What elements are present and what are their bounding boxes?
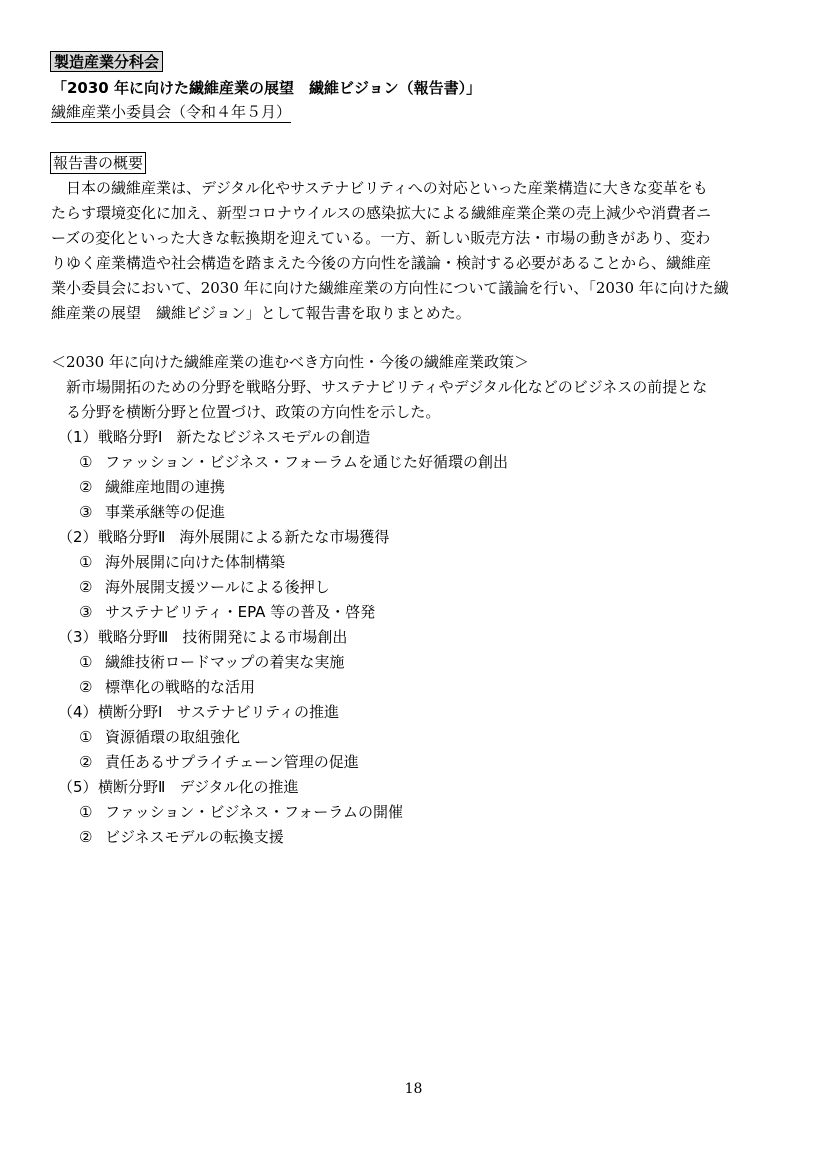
category-number: （4） [58, 703, 98, 721]
report-title: 「2030 年に向けた繊維産業の展望 繊維ビジョン（報告書）」 [52, 79, 482, 97]
policy-item [58, 675, 778, 700]
policy-item [58, 550, 778, 575]
policy-intro-line: 新市場開拓のための分野を戦略分野、サステナビリティやデジタル化などのビジネスの前提とな [66, 378, 708, 396]
category-title: デジタル化の推進 [179, 778, 299, 796]
page-number: 18 [404, 1081, 423, 1097]
category-name: 戦略分野Ⅰ [98, 428, 163, 446]
category-title: 海外展開による新たな市場獲得 [179, 528, 390, 546]
policy-category [58, 775, 778, 800]
summary-line: たらす環境変化に加え、新型コロナウイルスの感染拡大による繊維産業企業の売上減少や消費者ニ [51, 204, 712, 222]
summary-line: ーズの変化といった大きな転換期を迎えている。一方、新しい販売方法・市場の動きがあり、変わ [51, 229, 711, 247]
item-text: 繊維産地間の連携 [105, 478, 226, 496]
policy-item [58, 650, 778, 675]
item-marker: ① [79, 553, 93, 571]
item-text: 標準化の戦略的な活用 [105, 678, 256, 696]
item-text: ファッション・ビジネス・フォーラムを通じた好循環の創出 [105, 453, 509, 471]
summary-line: 業小委員会において、2030 年に向けた繊維産業の方向性について議論を行い、「2030 年に向けた繊 [51, 279, 729, 297]
policy-item [58, 600, 778, 625]
category-title: サステナビリティの推進 [176, 703, 340, 721]
policy-item [58, 725, 778, 750]
category-name: 戦略分野Ⅲ [98, 628, 169, 646]
item-text: ファッション・ビジネス・フォーラムの開催 [105, 803, 404, 821]
item-text: 資源循環の取組強化 [105, 728, 241, 746]
policy-intro [66, 375, 781, 425]
policy-item [58, 750, 778, 775]
item-marker: ① [79, 653, 93, 671]
policy-item [58, 575, 778, 600]
item-text: 責任あるサプライチェーン管理の促進 [105, 753, 359, 771]
summary-line: 維産業の展望 繊維ビジョン」として報告書を取りまとめた。 [51, 304, 471, 322]
item-text: 繊維技術ロードマップの着実な実施 [105, 653, 345, 671]
policy-intro-line: る分野を横断分野と位置づけ、政策の方向性を示した。 [66, 403, 441, 421]
committee-name: 繊維産業小委員会（令和４年５月） [51, 103, 292, 121]
category-title: 新たなビジネスモデルの創造 [176, 428, 371, 446]
section-tag: 製造産業分科会 [50, 51, 163, 72]
item-marker: ③ [79, 503, 93, 521]
item-text: 海外展開支援ツールによる後押し [105, 578, 330, 596]
category-number: （5） [58, 778, 98, 796]
item-marker: ③ [79, 603, 93, 621]
policy-list [58, 425, 778, 850]
item-text: サステナビリティ・EPA 等の普及・啓発 [105, 603, 376, 621]
item-marker: ② [79, 678, 93, 696]
policy-category [58, 625, 778, 650]
policy-category [58, 425, 778, 450]
item-text: ビジネスモデルの転換支援 [105, 828, 284, 846]
policy-item [58, 800, 778, 825]
summary-line: 日本の繊維産業は、デジタル化やサステナビリティへの対応といった産業構造に大きな変革をも [51, 179, 708, 197]
policy-heading: ＜2030 年に向けた繊維産業の進むべき方向性・今後の繊維産業政策＞ [51, 353, 529, 371]
category-number: （2） [58, 528, 98, 546]
category-name: 横断分野Ⅱ [98, 778, 166, 796]
category-name: 横断分野Ⅰ [98, 703, 163, 721]
item-text: 海外展開に向けた体制構築 [105, 553, 286, 571]
summary-paragraph [51, 176, 779, 326]
summary-label: 報告書の概要 [50, 152, 146, 174]
policy-category [58, 525, 778, 550]
policy-category [58, 700, 778, 725]
policy-item [58, 450, 778, 475]
item-marker: ① [79, 453, 93, 471]
item-marker: ② [79, 828, 93, 846]
item-marker: ① [79, 803, 93, 821]
policy-item [58, 825, 778, 850]
category-number: （1） [58, 428, 98, 446]
category-number: （3） [58, 628, 98, 646]
policy-item [58, 475, 778, 500]
summary-line: りゆく産業構造や社会構造を踏まえた今後の方向性を議論・検討する必要があることから、繊維産 [51, 254, 712, 272]
item-marker: ② [79, 578, 93, 596]
item-marker: ② [79, 478, 93, 496]
item-marker: ① [79, 728, 93, 746]
policy-item [58, 500, 778, 525]
item-marker: ② [79, 753, 93, 771]
category-name: 戦略分野Ⅱ [98, 528, 166, 546]
item-text: 事業承継等の促進 [105, 503, 226, 521]
category-title: 技術開発による市場創出 [182, 628, 348, 646]
